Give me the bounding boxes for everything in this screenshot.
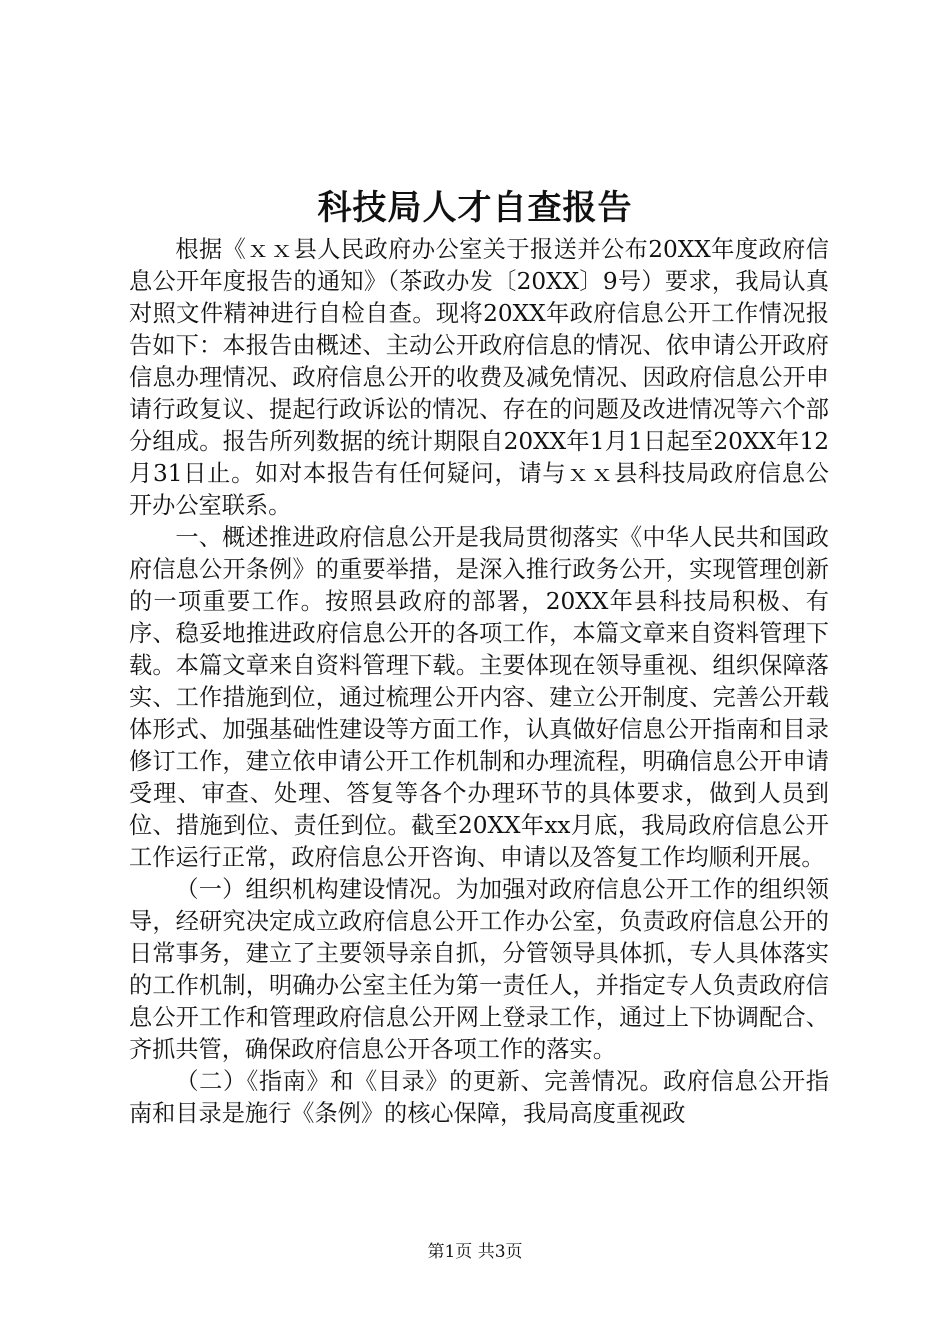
document-title: 科技局人才自查报告 — [317, 188, 633, 228]
page-footer: 第1页 共3页 — [427, 1242, 523, 1262]
paragraph-guide-catalog: （二）《指南》和《目录》的更新、完善情况。政府信息公开指南和目录是施行《条例》的核心保障，我局高度重视政 — [129, 1068, 829, 1127]
document-body — [129, 234, 829, 1130]
paragraph-intro: 根据《ｘｘ县人民政府办公室关于报送并公布20XX年度政府信息公开年度报告的通知》（茶政办发〔20XX〕9号）要求，我局认真对照文件精神进行自检自查。现将20XX年政府信息公开工作情况报告如下：本报告由概述、主动公开政府信息的情况、依申请公开政府信息办理情况、政府信息公开的收费及减免情况、因政府信息公开申请行政复议、提起行政诉讼的情况、存在的问题及改进情况等六个部分组成。报告所列数据的统计期限自20XX年1月1日起至20XX年12月31日止。如对本报告有任何疑问，请与ｘｘ县科技局政府信息公开办公室联系。 — [129, 236, 829, 519]
paragraph-organization: （一）组织机构建设情况。为加强对政府信息公开工作的组织领导，经研究决定成立政府信息公开工作办公室，负责政府信息公开的日常事务，建立了主要领导亲自抓，分管领导具体抓，专人具体落实的工作机制，明确办公室主任为第一责任人，并指定专人负责政府信息公开工作和管理政府信息公开网上登录工作，通过上下协调配合、齐抓共管，确保政府信息公开各项工作的落实。 — [129, 876, 829, 1063]
paragraph-overview: 一、概述推进政府信息公开是我局贯彻落实《中华人民共和国政府信息公开条例》的重要举措，是深入推行政务公开，实现管理创新的一项重要工作。按照县政府的部署，20XX年县科技局积极、有序、稳妥地推进政府信息公开的各项工作，本篇文章来自资料管理下载。本篇文章来自资料管理下载。主要体现在领导重视、组织保障落实、工作措施到位，通过梳理公开内容、建立公开制度、完善公开载体形式、加强基础性建设等方面工作，认真做好信息公开指南和目录修订工作，建立依申请公开工作机制和办理流程，明确信息公开申请受理、审查、处理、答复等各个办理环节的具体要求，做到人员到位、措施到位、责任到位。截至20XX年xx月底，我局政府信息公开工作运行正常，政府信息公开咨询、申请以及答复工作均顺利开展。 — [129, 524, 829, 871]
